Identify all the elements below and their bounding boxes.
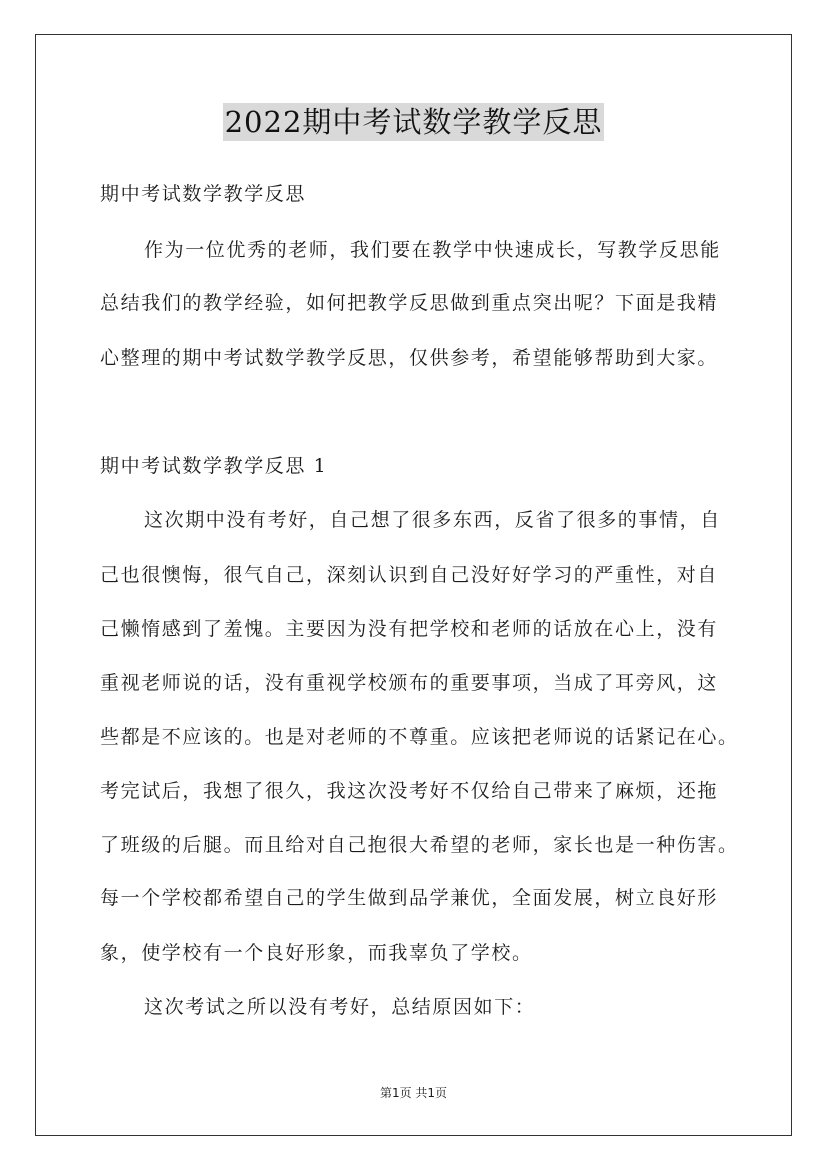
intro-line: 总结我们的教学经验，如何把教学反思做到重点突出呢？下面是我精 xyxy=(100,292,719,314)
body-line: 象，使学校有一个良好形象，而我辜负了学校。 xyxy=(100,942,533,964)
body-line: 这次期中没有考好，自己想了很多东西，反省了很多的事情，自 xyxy=(144,509,721,531)
intro-line: 心整理的期中考试数学教学反思，仅供参考，希望能够帮助到大家。 xyxy=(100,347,719,369)
body-line: 己懒惰感到了羞愧。主要因为没有把学校和老师的话放在心上，没有 xyxy=(100,618,719,640)
body-line: 这次考试之所以没有考好，总结原因如下： xyxy=(144,996,536,1018)
body-line: 重视老师说的话，没有重视学校颁布的重要事项，当成了耳旁风，这 xyxy=(100,672,719,694)
body-line: 了班级的后腿。而且给对自己抱很大希望的老师，家长也是一种伤害。 xyxy=(100,834,739,856)
document-title-block xyxy=(0,103,827,141)
section-heading: 期中考试数学教学反思 xyxy=(100,183,307,205)
body-line: 些都是不应该的。也是对老师的不尊重。应该把老师说的话紧记在心。 xyxy=(100,726,739,748)
page-footer: 第1页 共1页 xyxy=(379,1086,448,1100)
document-title: 2022期中考试数学教学反思 xyxy=(224,105,603,139)
section-heading: 期中考试数学教学反思 1 xyxy=(100,455,328,477)
intro-line: 作为一位优秀的老师，我们要在教学中快速成长，写教学反思能 xyxy=(144,239,721,261)
body-line: 考完试后，我想了很久，我这次没考好不仅给自己带来了麻烦，还拖 xyxy=(100,780,719,802)
body-line: 己也很懊悔，很气自己，深刻认识到自己没好好学习的严重性，对自 xyxy=(100,564,719,586)
body-line: 每一个学校都希望自己的学生做到品学兼优，全面发展，树立良好形 xyxy=(100,887,719,909)
